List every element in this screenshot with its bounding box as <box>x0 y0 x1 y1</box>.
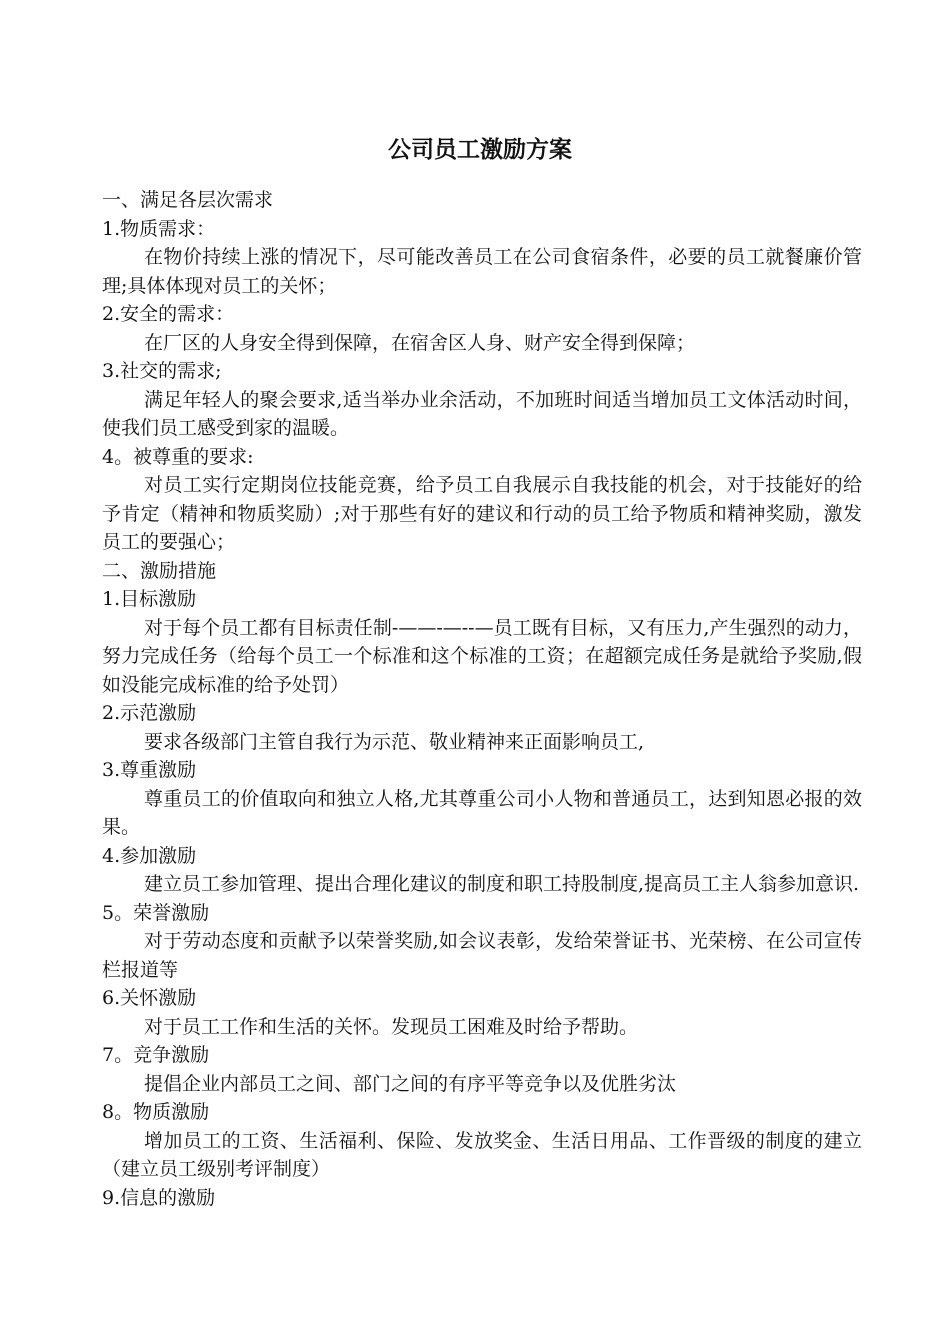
item-heading: 2.安全的需求： <box>102 303 235 325</box>
paragraph: 在物价持续上涨的情况下，尽可能改善员工在公司食宿条件，必要的员工就餐廉价管理;具体体现对员工的关怀； <box>102 246 862 297</box>
paragraph: 增加员工的工资、生活福利、保险、发放奖金、生活日用品、工作晋级的制度的建立（建立员工级别考评制度） <box>102 1129 862 1180</box>
paragraph: 对于员工工作和生活的关怀。发现员工困难及时给予帮助。 <box>144 1015 639 1038</box>
paragraph: 对员工实行定期岗位技能竞赛，给予员工自我展示自我技能的机会，对于技能好的给予肯定（精神和物质奖励）;对于那些有好的建议和行动的员工给予物质和精神奖励，激发员工的要强心； <box>102 474 862 553</box>
paragraph: 提倡企业内部员工之间、部门之间的有序平等竞争以及优胜劣汰 <box>144 1072 677 1095</box>
document-title: 公司员工激励方案 <box>388 136 572 163</box>
item-heading: 3.尊重激励 <box>102 759 197 781</box>
item-heading: 8。物质激励 <box>102 1101 210 1123</box>
item-heading: 1.物质需求： <box>102 217 216 240</box>
item-heading: 5。荣誉激励 <box>102 901 210 924</box>
paragraph: 对于劳动态度和贡献予以荣誉奖励,如会议表彰，发给荣誉证书、光荣榜、在公司宣传栏报道等 <box>102 930 862 981</box>
paragraph: 要求各级部门主管自我行为示范、敬业精神来正面影响员工, <box>144 730 645 753</box>
paragraph: 对于每个员工都有目标责任制-——-—--—员工既有目标，又有压力,产生强烈的动力，努力完成任务（给每个员工一个标准和这个标准的工资；在超额完成任务是就给予奖励,假如没能完成标准的给予处罚） <box>102 616 862 696</box>
item-heading: 3.社交的需求; <box>102 360 222 382</box>
item-heading: 4.参加激励 <box>102 844 197 867</box>
item-heading: 1.目标激励 <box>102 588 197 610</box>
section-heading: 一、满足各层次需求 <box>102 189 274 211</box>
item-heading: 9.信息的激励 <box>102 1186 216 1209</box>
item-heading: 7。竞争激励 <box>102 1044 210 1066</box>
paragraph: 建立员工参加管理、提出合理化建议的制度和职工持股制度,提高员工主人翁参加意识. <box>144 873 860 895</box>
paragraph: 尊重员工的价值取向和独立人格,尤其尊重公司小人物和普通员工，达到知恩必报的效果。 <box>102 787 862 838</box>
paragraph: 在厂区的人身安全得到保障，在宿舍区人身、财产安全得到保障； <box>144 331 696 354</box>
section-heading: 二、激励措施 <box>102 559 217 582</box>
item-heading: 4。被尊重的要求: <box>102 445 254 468</box>
item-heading: 2.示范激励 <box>102 702 197 724</box>
item-heading: 6.关怀激励 <box>102 987 197 1009</box>
paragraph: 满足年轻人的聚会要求,适当举办业余活动，不加班时间适当增加员工文体活动时间，使我们员工感受到家的温暖。 <box>102 388 862 439</box>
